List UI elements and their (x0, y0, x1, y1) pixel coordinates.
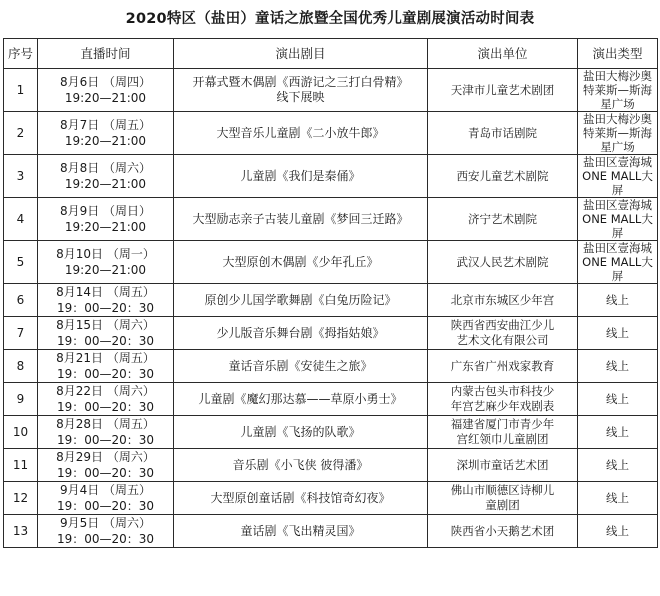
cell-time-range: 19：00—20：30 (56, 433, 155, 447)
cell-date: 8月6日 （周四） (59, 75, 152, 89)
table-row (4, 317, 658, 350)
cell-time-range: 19：00—20：30 (56, 532, 155, 546)
cell-index: 6 (4, 284, 38, 317)
table-body (4, 69, 658, 548)
cell-program-line: 童话音乐剧《安徒生之旅》 (228, 358, 373, 373)
cell-type (578, 284, 658, 317)
cell-broadcast-time (38, 155, 174, 198)
cell-performer-line: 陕西省小天鹅艺术团 (450, 523, 555, 538)
cell-performer (428, 198, 578, 241)
cell-program (174, 198, 428, 241)
cell-broadcast-time (38, 482, 174, 515)
cell-type-line: 线上 (606, 392, 629, 406)
cell-index: 9 (4, 383, 38, 416)
cell-time-range: 19：00—20：30 (56, 367, 155, 381)
cell-type-line: 星广场 (600, 140, 635, 154)
cell-type-line: 盐田大梅沙奥 (583, 69, 652, 83)
cell-performer-line: 陕西省西安曲江少儿 (450, 318, 555, 332)
cell-broadcast-time (38, 69, 174, 112)
cell-time-range: 19：00—20：30 (56, 499, 155, 513)
table-header-row (4, 39, 658, 69)
cell-type-line: 线上 (606, 458, 629, 472)
cell-type (578, 350, 658, 383)
cell-date: 8月28日 （周五） (56, 417, 155, 431)
cell-type-line: 盐田大梅沙奥 (583, 112, 652, 126)
header-index: 序号 (4, 39, 38, 69)
cell-type (578, 198, 658, 241)
cell-broadcast-time (38, 317, 174, 350)
table-row (4, 198, 658, 241)
cell-date: 8月8日 （周六） (59, 161, 152, 175)
cell-type-line: 线上 (606, 491, 629, 505)
cell-program-line: 线下展映 (276, 90, 325, 104)
schedule-table (3, 38, 658, 548)
cell-type-line: ONE MALL大屏 (582, 212, 653, 240)
cell-time-range: 19:20—21:00 (64, 263, 147, 277)
cell-program (174, 383, 428, 416)
cell-program-line: 儿童剧《魔幻那达慕——草原小勇士》 (198, 391, 403, 406)
cell-date: 8月7日 （周五） (59, 118, 152, 132)
cell-type (578, 69, 658, 112)
cell-performer-line: 年宫艺麻少年戏剧表 (450, 399, 555, 413)
cell-time-range: 19:20—21:00 (64, 177, 147, 191)
header-program: 演出剧目 (174, 39, 428, 69)
cell-performer-line: 西安儿童艺术剧院 (456, 168, 549, 183)
cell-performer (428, 155, 578, 198)
cell-type (578, 416, 658, 449)
cell-index: 13 (4, 515, 38, 548)
cell-date: 9月5日 （周六） (59, 516, 152, 530)
cell-type (578, 482, 658, 515)
cell-program-line: 大型励志亲子古装儿童剧《梦回三迁路》 (192, 211, 409, 226)
cell-type-line: 特莱斯—斯海 (583, 126, 652, 140)
cell-date: 8月14日 （周五） (56, 285, 155, 299)
cell-program (174, 155, 428, 198)
cell-type-line: 线上 (606, 524, 629, 538)
table-row (4, 449, 658, 482)
cell-performer (428, 284, 578, 317)
cell-broadcast-time (38, 112, 174, 155)
table-row (4, 416, 658, 449)
cell-program-line: 开幕式暨木偶剧《西游记之三打白骨精》 (192, 75, 409, 89)
cell-program (174, 284, 428, 317)
cell-index: 5 (4, 241, 38, 284)
cell-performer-line: 宫红领巾儿童剧团 (456, 432, 549, 446)
cell-time-range: 19：00—20：30 (56, 466, 155, 480)
cell-type-line: 盐田区壹海城 (583, 155, 652, 169)
cell-type (578, 515, 658, 548)
cell-type-line: 特莱斯—斯海 (583, 83, 652, 97)
cell-program-line: 儿童剧《飞扬的队歌》 (240, 424, 361, 439)
cell-program-line: 少儿版音乐舞台剧《拇指姑娘》 (216, 325, 385, 340)
cell-performer-line: 童剧团 (485, 498, 520, 512)
cell-index: 10 (4, 416, 38, 449)
cell-index: 2 (4, 112, 38, 155)
cell-broadcast-time (38, 449, 174, 482)
cell-broadcast-time (38, 515, 174, 548)
cell-broadcast-time (38, 241, 174, 284)
cell-time-range: 19：00—20：30 (56, 334, 155, 348)
cell-index: 1 (4, 69, 38, 112)
cell-date: 8月29日 （周六） (56, 450, 155, 464)
cell-performer (428, 416, 578, 449)
cell-type-line: 线上 (606, 425, 629, 439)
cell-type-line: 线上 (606, 293, 629, 307)
cell-program-line: 大型原创童话剧《科技馆奇幻夜》 (210, 490, 391, 505)
cell-performer-line: 天津市儿童艺术剧团 (450, 82, 555, 97)
cell-date: 8月22日 （周六） (56, 384, 155, 398)
cell-time-range: 19:20—21:00 (64, 134, 147, 148)
cell-date: 8月15日 （周六） (56, 318, 155, 332)
cell-performer-line: 福建省厦门市青少年 (450, 417, 555, 431)
cell-program (174, 416, 428, 449)
cell-index: 3 (4, 155, 38, 198)
cell-program (174, 112, 428, 155)
cell-performer (428, 383, 578, 416)
cell-performer-line: 广东省广州戏家教育 (450, 358, 555, 373)
cell-performer-line: 济宁艺术剧院 (468, 211, 537, 226)
table-row (4, 69, 658, 112)
cell-type-line: 盐田区壹海城 (583, 198, 652, 212)
table-row (4, 155, 658, 198)
cell-program (174, 515, 428, 548)
cell-performer-line: 北京市东城区少年宫 (450, 292, 555, 307)
cell-program-line: 童话剧《飞出精灵国》 (240, 523, 361, 538)
cell-time-range: 19:20—21:00 (64, 91, 147, 105)
cell-performer (428, 350, 578, 383)
cell-performer (428, 69, 578, 112)
cell-time-range: 19：00—20：30 (56, 400, 155, 414)
cell-index: 4 (4, 198, 38, 241)
cell-type (578, 155, 658, 198)
cell-program (174, 69, 428, 112)
cell-type-line: 线上 (606, 359, 629, 373)
cell-performer (428, 317, 578, 350)
cell-broadcast-time (38, 383, 174, 416)
cell-performer-line: 内蒙古包头市科技少 (450, 384, 555, 398)
cell-program-line: 儿童剧《我们是秦俑》 (240, 168, 361, 183)
cell-type-line: 星广场 (600, 97, 635, 111)
cell-type-line: 线上 (606, 326, 629, 340)
cell-index: 8 (4, 350, 38, 383)
page-title: 2020特区（盐田）童话之旅暨全国优秀儿童剧展演活动时间表 (125, 11, 535, 27)
cell-performer-line: 武汉人民艺术剧院 (456, 254, 549, 269)
cell-type (578, 112, 658, 155)
cell-program-line: 大型原创木偶剧《少年孔丘》 (222, 254, 379, 269)
cell-type (578, 241, 658, 284)
table-row (4, 350, 658, 383)
cell-date: 8月9日 （周日） (59, 204, 152, 218)
table-row (4, 284, 658, 317)
cell-performer (428, 482, 578, 515)
cell-type-line: ONE MALL大屏 (582, 169, 653, 197)
cell-index: 7 (4, 317, 38, 350)
cell-program-line: 大型音乐儿童剧《二小放牛郎》 (216, 125, 385, 140)
cell-broadcast-time (38, 284, 174, 317)
cell-program (174, 317, 428, 350)
cell-program (174, 449, 428, 482)
cell-type-line: 盐田区壹海城 (583, 241, 652, 255)
cell-date: 8月21日 （周五） (56, 351, 155, 365)
cell-program (174, 350, 428, 383)
cell-broadcast-time (38, 198, 174, 241)
header-type: 演出类型 (578, 39, 658, 69)
table-row (4, 383, 658, 416)
cell-date: 8月10日 （周一） (56, 247, 155, 261)
table-row (4, 241, 658, 284)
cell-program (174, 482, 428, 515)
cell-type (578, 383, 658, 416)
cell-performer (428, 515, 578, 548)
cell-program-line: 原创少儿国学歌舞剧《白兔历险记》 (204, 292, 397, 307)
cell-performer-line: 深圳市童话艺术团 (456, 457, 549, 472)
cell-program (174, 241, 428, 284)
cell-time-range: 19：00—20：30 (56, 301, 155, 315)
cell-performer (428, 449, 578, 482)
cell-performer-line: 青岛市话剧院 (468, 125, 537, 140)
cell-broadcast-time (38, 416, 174, 449)
cell-time-range: 19:20—21:00 (64, 220, 147, 234)
header-broadcast-time: 直播时间 (38, 39, 174, 69)
table-row (4, 515, 658, 548)
header-performer: 演出单位 (428, 39, 578, 69)
cell-date: 9月4日 （周五） (59, 483, 152, 497)
cell-broadcast-time (38, 350, 174, 383)
table-row (4, 482, 658, 515)
table-row (4, 112, 658, 155)
cell-type-line: ONE MALL大屏 (582, 255, 653, 283)
cell-type (578, 317, 658, 350)
cell-index: 12 (4, 482, 38, 515)
cell-performer-line: 佛山市顺德区诗柳儿 (450, 483, 555, 497)
cell-index: 11 (4, 449, 38, 482)
cell-performer (428, 241, 578, 284)
cell-performer (428, 112, 578, 155)
cell-type (578, 449, 658, 482)
cell-program-line: 音乐剧《小飞侠 彼得潘》 (232, 457, 369, 472)
cell-performer-line: 艺术文化有限公司 (456, 333, 549, 347)
